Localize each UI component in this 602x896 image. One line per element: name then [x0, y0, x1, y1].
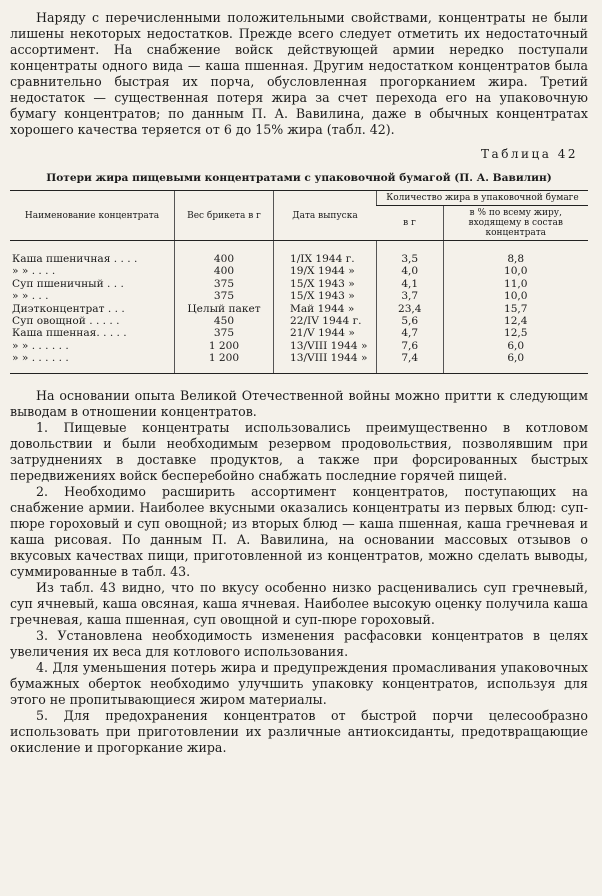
cell-fat-g: 3,5 — [377, 241, 444, 266]
table-label: Таблица 42 — [481, 147, 578, 161]
conclusion-item-3: 3. Установлена необходимость изменения расфасовки концентратов в целях увеличения их веса для котлового использования. — [10, 627, 588, 659]
cell-weight: 400 — [175, 241, 274, 266]
cell-fat-pct: 12,5 — [443, 327, 588, 339]
table-row — [10, 340, 588, 352]
cell-fat-pct: 12,4 — [443, 315, 588, 327]
cell-weight: 450 — [175, 315, 274, 327]
cell-name: Каша пшеничная . . . . — [12, 253, 138, 265]
header-date: Дата выпуска — [274, 191, 377, 241]
cell-fat-pct: 15,7 — [443, 303, 588, 315]
header-fat-group: Количество жира в упаковочной бумаге — [377, 191, 589, 206]
table-row — [10, 278, 588, 290]
cell-name: » » . . . . . . — [10, 352, 175, 373]
table-row — [10, 290, 588, 302]
conclusion-item-4: 4. Для уменьшения потерь жира и предупреждения промасливания упаковочных бумажных оберток необходимо улучшить упаковку концентратов, используя для этого не пропитывающиеся жиром материалы. — [10, 659, 588, 707]
cell-fat-g: 23,4 — [377, 303, 444, 315]
cell-fat-pct: 6,0 — [443, 340, 588, 352]
cell-fat-g: 5,6 — [377, 315, 444, 327]
cell-fat-pct: 11,0 — [443, 278, 588, 290]
cell-fat-pct: 10,0 — [443, 265, 588, 277]
conclusion-item-1: 1. Пищевые концентраты использовались преимущественно в котловом довольствии и были необходимым резервом продовольствия, позволявшим при затруднениях в доставке продуктов, а также при форсированных быстрых передвижениях войск бесперебойно снабжать последние горячей пищей. — [10, 419, 588, 483]
cell-fat-g: 3,7 — [377, 290, 444, 302]
cell-weight: 375 — [175, 278, 274, 290]
cell-weight: 1 200 — [175, 340, 274, 352]
header-weight: Вес брикета в г — [175, 191, 274, 241]
table-row — [10, 315, 588, 327]
table-row — [10, 327, 588, 339]
conclusions-intro: На основании опыта Великой Отечественной войны можно притти к следующим выводам в отношении концентратов. — [10, 387, 588, 419]
conclusion-item-5: 5. Для предохранения концентратов от быстрой порчи целесообразно использовать при приготовлении их различные антиоксиданты, предотвращающие окисление и прогоркание жира. — [10, 707, 588, 755]
cell-weight: 400 — [175, 265, 274, 277]
cell-weight: 375 — [175, 290, 274, 302]
cell-date: 22/IV 1944 г. — [274, 315, 377, 327]
conclusions — [10, 388, 588, 756]
cell-fat-pct: 10,0 — [443, 290, 588, 302]
cell-weight: 1 200 — [175, 352, 274, 373]
cell-date: 15/X 1943 » — [274, 278, 377, 290]
cell-fat-g: 7,4 — [377, 352, 444, 373]
cell-date: 21/V 1944 » — [274, 327, 377, 339]
cell-fat-g: 4,7 — [377, 327, 444, 339]
cell-date: Май 1944 » — [274, 303, 377, 315]
cell-date: 13/VIII 1944 » — [274, 352, 377, 373]
cell-weight: 375 — [175, 327, 274, 339]
cell-fat-pct: 6,0 — [443, 352, 588, 373]
cell-fat-g: 4,0 — [377, 265, 444, 277]
table-title: Потери жира пищевыми концентратами с упаковочной бумагой (П. А. Вавилин) — [46, 172, 552, 184]
cell-date: 15/X 1943 » — [274, 290, 377, 302]
cell-fat-g: 7,6 — [377, 340, 444, 352]
cell-name: » » . . . . — [12, 265, 56, 278]
table-row — [10, 265, 588, 277]
fat-loss-table — [10, 190, 588, 374]
cell-name: Каша пшенная. . . . . — [12, 327, 127, 340]
header-fat-g: в г — [377, 206, 444, 241]
intro-paragraph: Наряду с перечисленными положительными свойствами, концентраты не были лишены некоторых недостатков. Прежде всего следует отметить их недостаточный ассортимент. На снабжение войск действующей армии нередко поступали концентраты одного вида — каша пшенная. Другим недостатком концентратов была сравнительно быстрая их порча, обусловленная прогорканием жира. Третий недостаток — существенная потеря жира за счет перехода его на упаковочную бумагу концентратов; по данным П. А. Вавилина, даже в обычных концентратах хорошего качества теряется от 6 до 15% жира (табл. 42). — [10, 10, 588, 137]
cell-date: 19/X 1944 » — [274, 265, 377, 277]
cell-date: 13/VIII 1944 » — [274, 340, 377, 352]
cell-weight: Целый пакет — [175, 303, 274, 315]
cell-fat-g: 4,1 — [377, 278, 444, 290]
conclusion-note-table-43: Из табл. 43 видно, что по вкусу особенно низко расценивались суп гречневый, суп ячневый, каша овсяная, каша ячневая. Наиболее высокую оценку получила каша гречневая, каша пшенная, суп овощной и суп-пюре гороховый. — [10, 579, 588, 627]
cell-date: 1/IX 1944 г. — [274, 241, 377, 266]
header-fat-pct: в % по всему жиру, входящему в состав концентрата — [443, 206, 588, 241]
table-row — [10, 352, 588, 373]
cell-name: Суп пшеничный . . . — [12, 277, 124, 290]
cell-name: » » . . . . . . — [12, 339, 69, 352]
cell-name: Суп овощной . . . . . — [12, 315, 120, 328]
cell-fat-pct: 8,8 — [443, 241, 588, 266]
document-page — [10, 10, 588, 756]
table-row — [10, 303, 588, 315]
header-name: Наименование концентрата — [10, 191, 175, 241]
cell-name: » » . . . — [12, 290, 49, 303]
table-row — [10, 241, 588, 266]
cell-name: Диэтконцентрат . . . — [12, 302, 125, 315]
conclusion-item-2: 2. Необходимо расширить ассортимент концентратов, поступающих на снабжение армии. Наиболее вкусными оказались концентраты из первых блюд: суп-пюре гороховый и суп овощной; из вторых блюд — каша пшенная, каша гречневая и каша рисовая. По данным П. А. Вавилина, на основании массовых отзывов о вкусовых качествах пищи, приготовленной из концентратов, можно сделать выводы, суммированные в табл. 43. — [10, 483, 588, 579]
